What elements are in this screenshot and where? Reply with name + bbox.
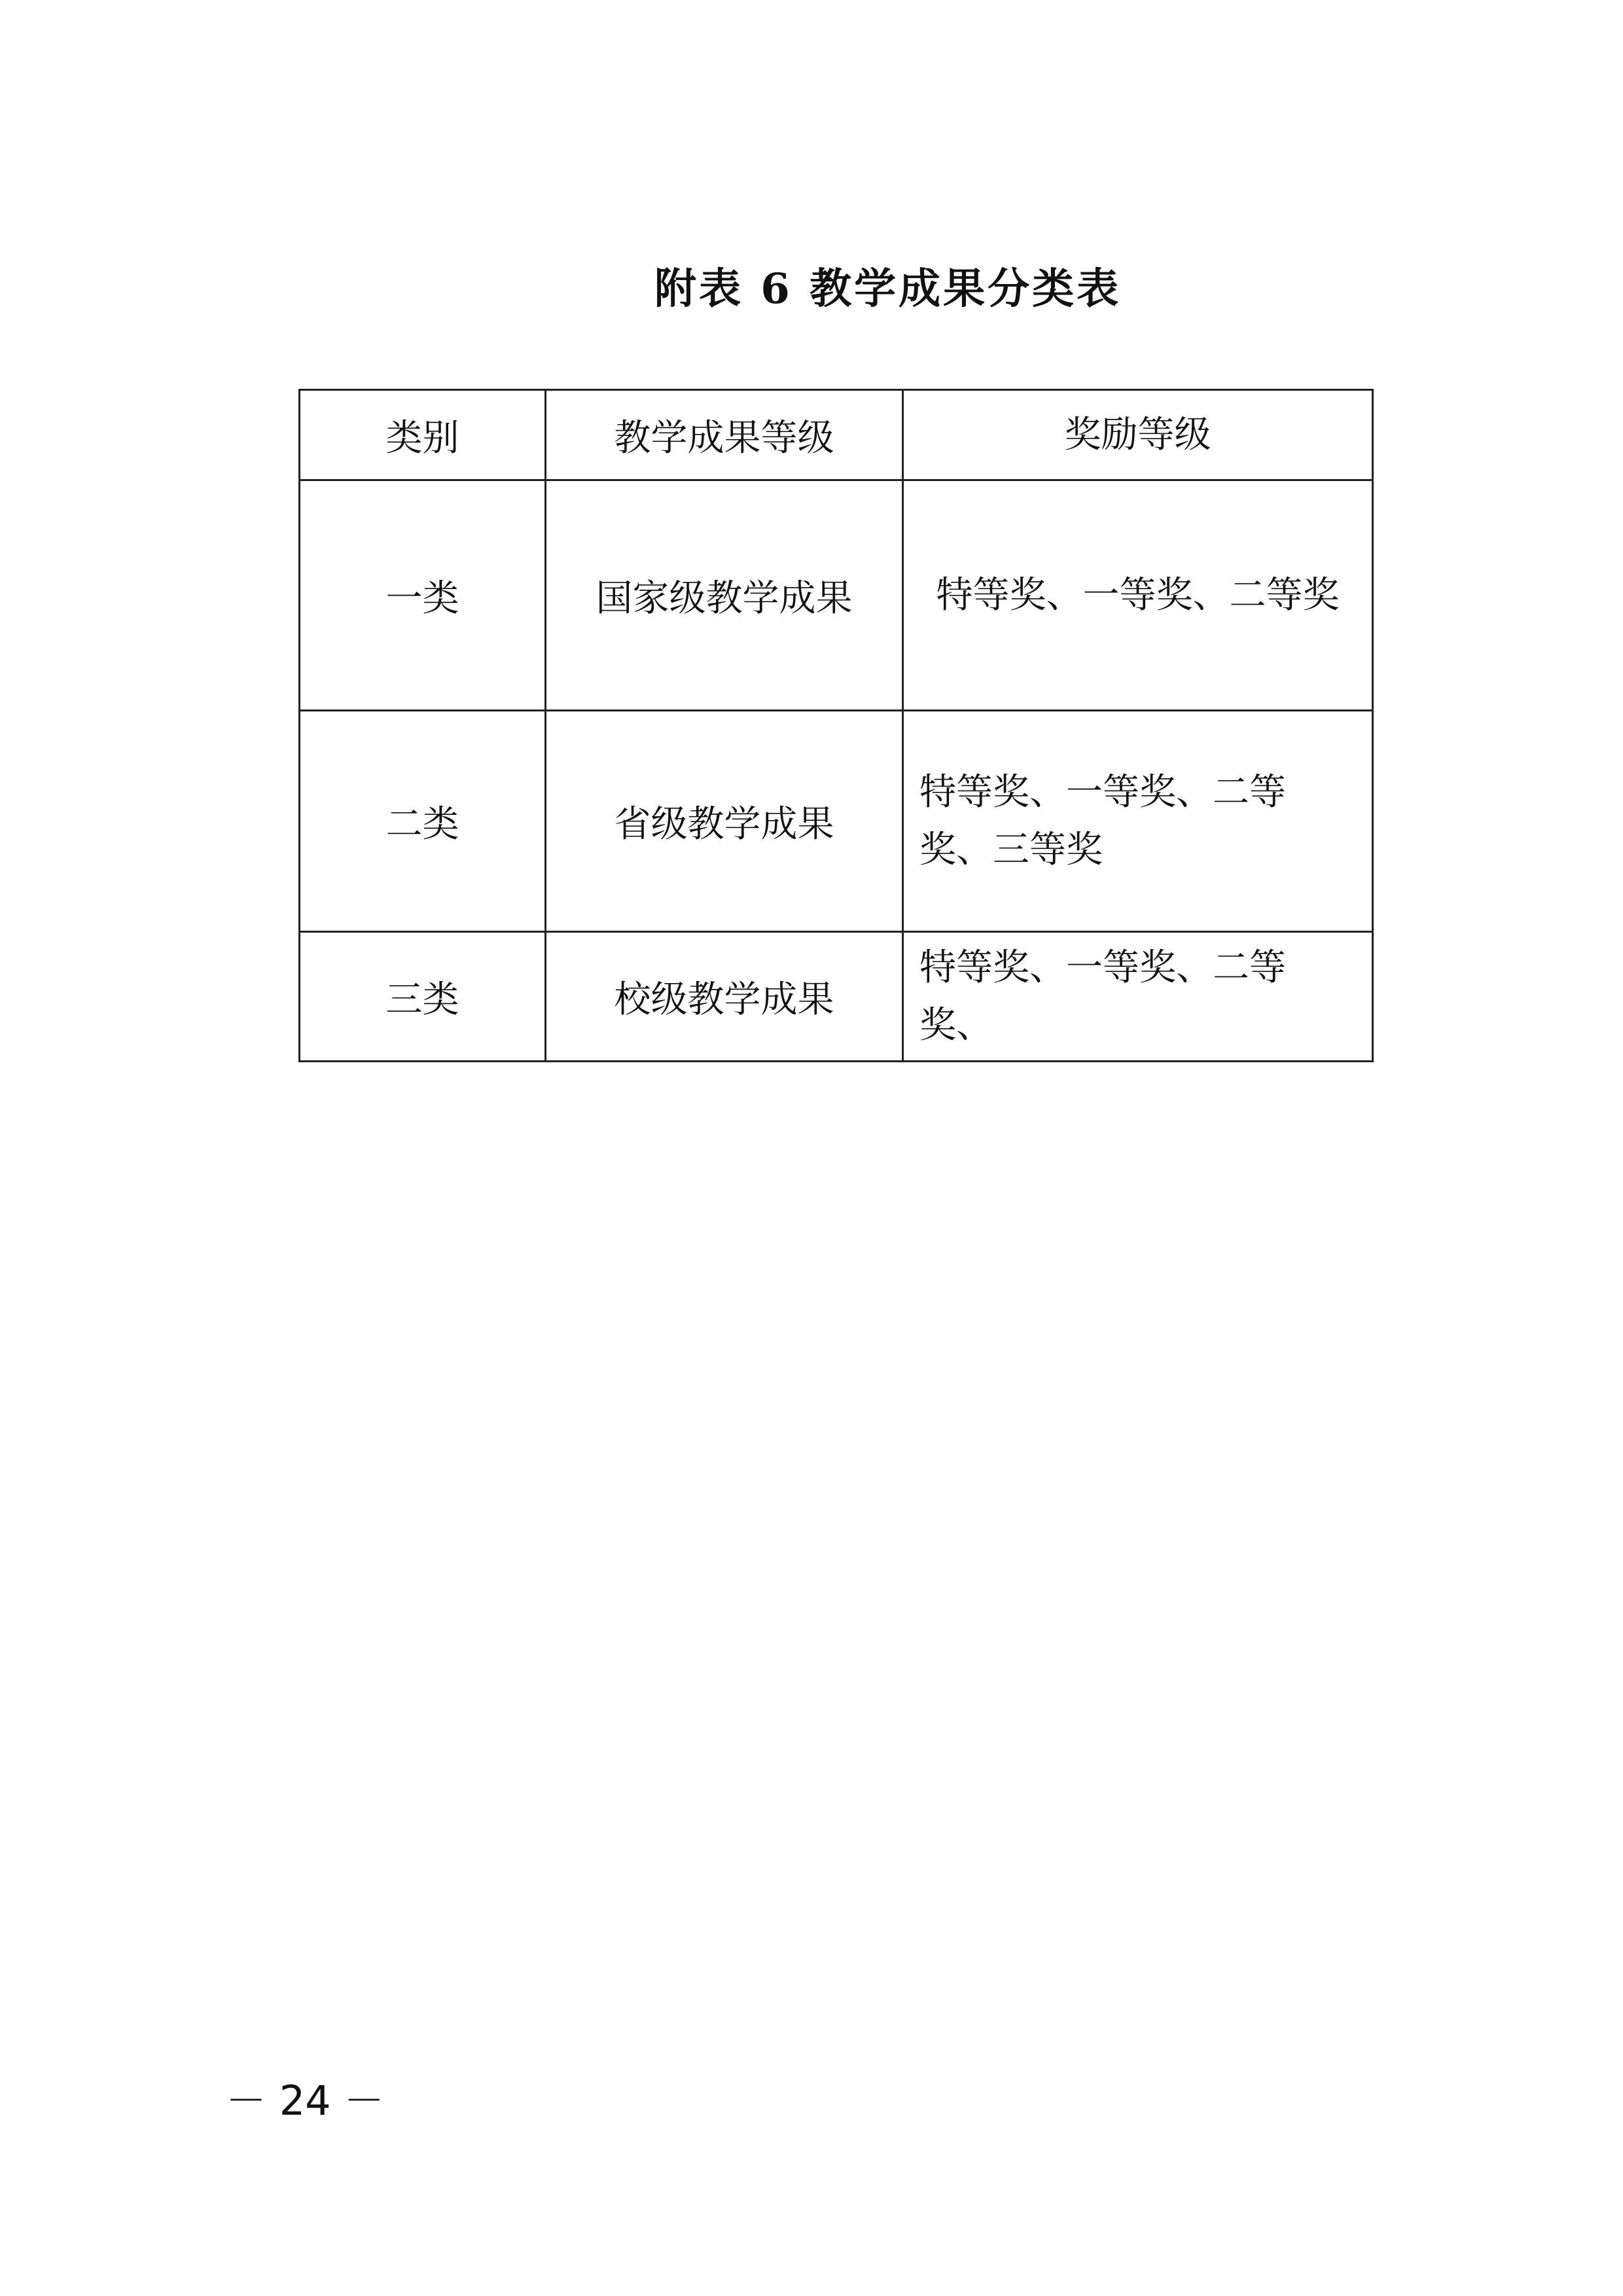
cell-award-level-text: 特等奖、一等奖、二等奖、 [919, 946, 1286, 1047]
cell-award-level [903, 480, 1373, 711]
cell-award-level-text: 特等奖、一等奖、二等奖 [936, 573, 1340, 617]
page-number: － 24 － [226, 2077, 385, 2125]
cell-award-level [903, 932, 1373, 1062]
classification-table-container [298, 389, 1372, 1056]
cell-award-level [903, 711, 1373, 932]
table-row [300, 711, 1373, 932]
header-category-label: 类别 [385, 416, 459, 459]
cell-category-text: 二类 [385, 802, 459, 846]
cell-category [300, 711, 546, 932]
table-row [300, 480, 1373, 711]
cell-award-level-text: 特等奖、一等奖、二等奖、三等奖 [919, 770, 1286, 871]
cell-achievement-level [546, 932, 903, 1062]
cell-category [300, 480, 546, 711]
cell-achievement-level-text: 校级教学成果 [614, 978, 834, 1021]
cell-achievement-level [546, 711, 903, 932]
cell-category-text: 一类 [385, 577, 459, 620]
table-row [300, 932, 1373, 1062]
header-award-level-label: 奖励等级 [1064, 413, 1211, 456]
cell-category-text: 三类 [385, 978, 459, 1021]
header-award-level [903, 390, 1373, 480]
cell-achievement-level-text: 国家级教学成果 [596, 577, 853, 620]
cell-achievement-level [546, 480, 903, 711]
cell-achievement-level-text: 省级教学成果 [614, 802, 834, 846]
table-header-row [300, 390, 1373, 480]
header-achievement-level [546, 390, 903, 480]
cell-category [300, 932, 546, 1062]
teaching-achievement-classification-table [298, 389, 1374, 1062]
header-category [300, 390, 546, 480]
page-title: 附表 6 教学成果分类表 [654, 264, 1122, 314]
header-achievement-level-label: 教学成果等级 [614, 416, 834, 459]
